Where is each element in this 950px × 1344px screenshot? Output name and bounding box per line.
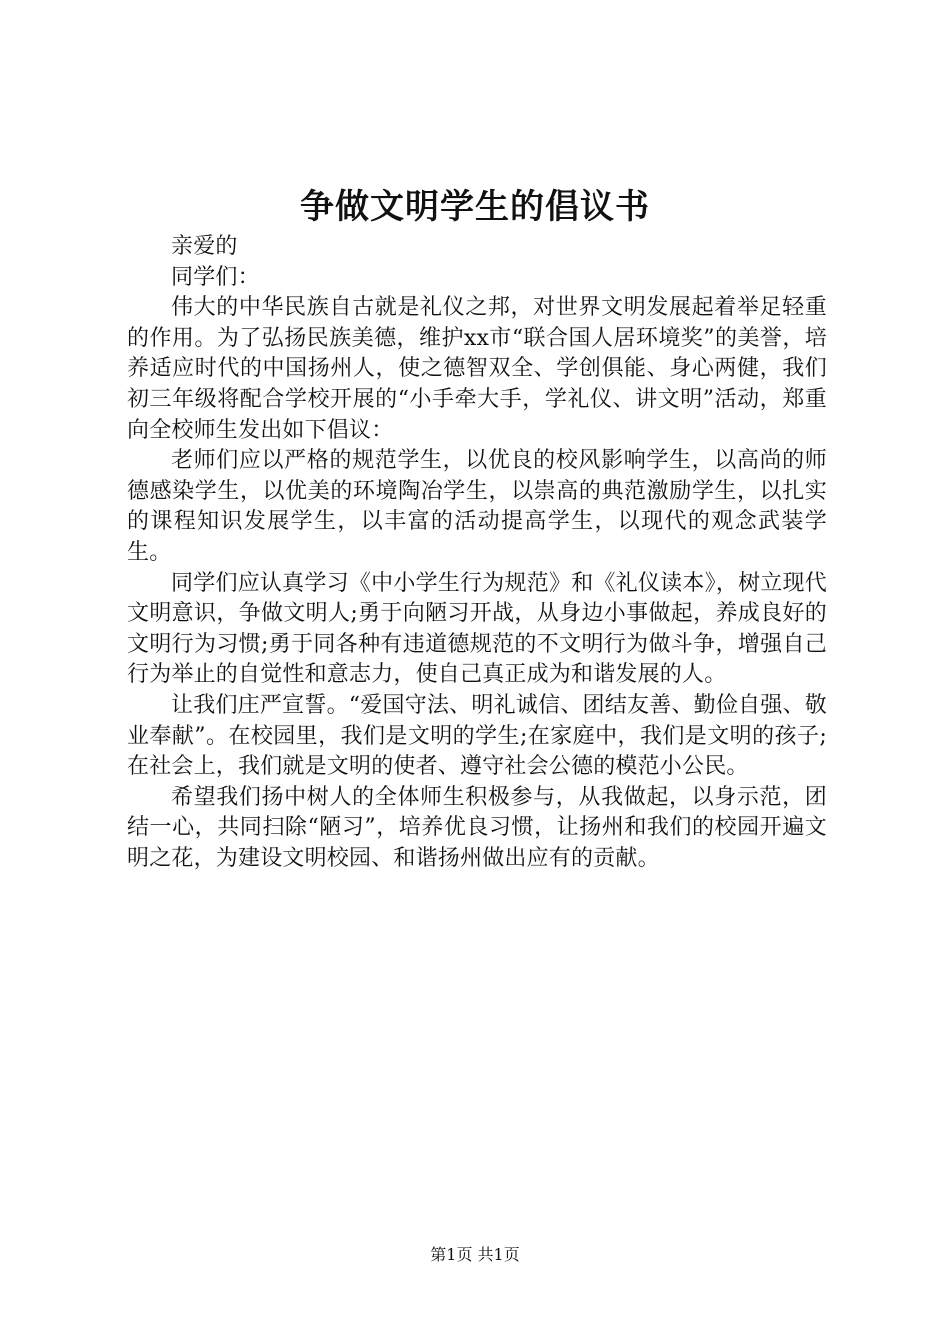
paragraph: 同学们应认真学习《中小学生行为规范》和《礼仪读本》，树立现代文明意识，争做文明人;勇于向陋习开战，从身边小事做起，养成良好的文明行为习惯;勇于同各种有违道德规范的不文明行为做斗争，增强自己行为举止的自觉性和意志力，使自己真正成为和谐发展的人。	[127, 570, 827, 688]
paragraph: 让我们庄严宣誓。“爱国守法、明礼诚信、团结友善、勤俭自强、敬业奉献”。在校园里，我们是文明的学生;在家庭中，我们是文明的孩子;在社会上，我们就是文明的使者、遵守社会公德的模范小公民。	[127, 692, 827, 780]
paragraph: 老师们应以严格的规范学生，以优良的校风影响学生，以高尚的师德感染学生，以优美的环境陶冶学生，以崇高的典范激励学生，以扎实的课程知识发展学生，以丰富的活动提高学生，以现代的观念武装学生。	[127, 448, 827, 565]
salutation-line-1: 亲爱的	[171, 234, 238, 259]
document-body	[127, 232, 827, 874]
salutation-line-2: 同学们：	[171, 264, 260, 290]
paragraph: 希望我们扬中树人的全体师生积极参与，从我做起，以身示范，团结一心，共同扫除“陋习”，培养优良习惯，让扬州和我们的校园开遍文明之花，为建设文明校园、和谐扬州做出应有的贡献。	[127, 784, 827, 871]
document-title: 争做文明学生的倡议书	[300, 187, 650, 227]
page-number-footer: 第1页 共1页	[430, 1245, 520, 1264]
paragraph: 伟大的中华民族自古就是礼仪之邦，对世界文明发展起着举足轻重的作用。为了弘扬民族美德，维护xx市“联合国人居环境奖”的美誉，培养适应时代的中国扬州人，使之德智双全、学创俱能、身心两健，我们初三年级将配合学校开展的“小手牵大手，学礼仪、讲文明”活动，郑重向全校师生发出如下倡议：	[127, 295, 827, 443]
